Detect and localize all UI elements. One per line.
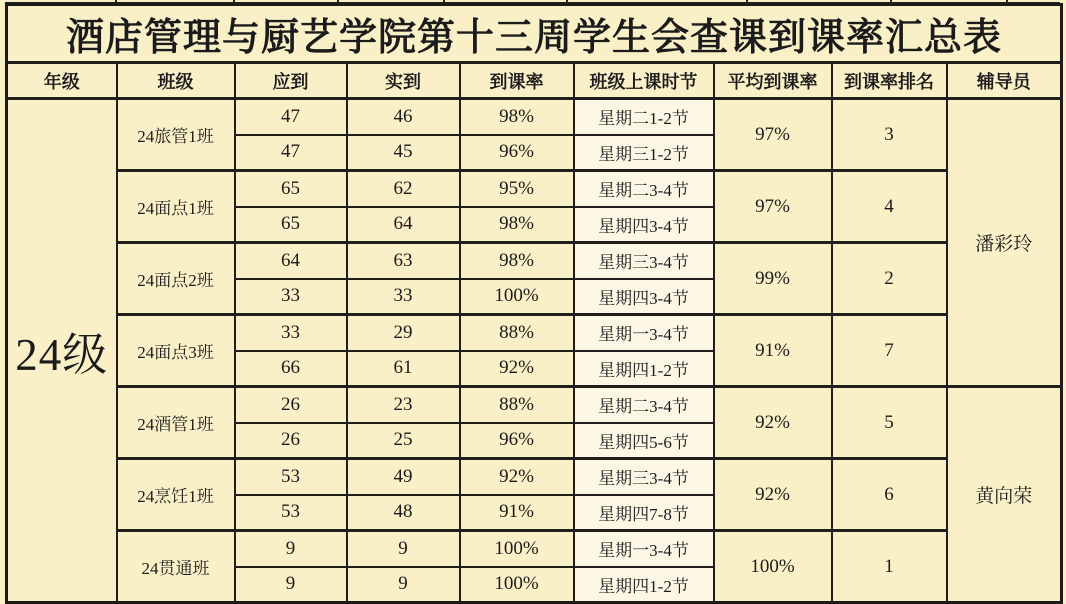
class-name-cell: 24面点3班: [117, 315, 235, 387]
table-row: [7, 243, 1062, 279]
average-cell: 91%: [714, 315, 832, 387]
rank-cell: 4: [832, 171, 947, 243]
col-header-grade: 年级: [7, 63, 117, 99]
table-row: [7, 315, 1062, 351]
expected-cell: 26: [235, 387, 347, 423]
expected-cell: 47: [235, 99, 347, 135]
actual-cell: 48: [347, 495, 460, 531]
class-name-cell: 24面点2班: [117, 243, 235, 315]
actual-cell: 64: [347, 207, 460, 243]
actual-cell: 9: [347, 531, 460, 567]
expected-cell: 65: [235, 171, 347, 207]
actual-cell: 62: [347, 171, 460, 207]
average-cell: 92%: [714, 459, 832, 531]
average-cell: 92%: [714, 387, 832, 459]
rate-cell: 98%: [460, 207, 574, 243]
expected-cell: 33: [235, 279, 347, 315]
rank-cell: 2: [832, 243, 947, 315]
table-row: [7, 387, 1062, 423]
rate-cell: 100%: [460, 531, 574, 567]
grade-cell: 24级: [7, 99, 117, 603]
title-row: [7, 5, 1062, 63]
time-cell: 星期三3-4节: [574, 459, 714, 495]
time-cell: 星期四3-4节: [574, 207, 714, 243]
rate-cell: 100%: [460, 279, 574, 315]
col-header-expected: 应到: [235, 63, 347, 99]
actual-cell: 25: [347, 423, 460, 459]
actual-cell: 45: [347, 135, 460, 171]
actual-cell: 63: [347, 243, 460, 279]
table-row: [7, 99, 1062, 135]
expected-cell: 53: [235, 495, 347, 531]
actual-cell: 49: [347, 459, 460, 495]
col-header-average: 平均到课率: [714, 63, 832, 99]
header-row: [7, 63, 1062, 99]
actual-cell: 23: [347, 387, 460, 423]
class-name-cell: 24烹饪1班: [117, 459, 235, 531]
class-name-cell: 24贯通班: [117, 531, 235, 603]
rate-cell: 92%: [460, 351, 574, 387]
col-header-class: 班级: [117, 63, 235, 99]
time-cell: 星期四5-6节: [574, 423, 714, 459]
actual-cell: 33: [347, 279, 460, 315]
time-cell: 星期一3-4节: [574, 531, 714, 567]
table-row: [7, 171, 1062, 207]
rate-cell: 98%: [460, 243, 574, 279]
time-cell: 星期三3-4节: [574, 243, 714, 279]
rate-cell: 96%: [460, 135, 574, 171]
col-header-rate: 到课率: [460, 63, 574, 99]
counselor-cell: 黄向荣: [947, 387, 1062, 603]
attendance-table: [5, 3, 1063, 604]
rank-cell: 1: [832, 531, 947, 603]
time-cell: 星期二3-4节: [574, 387, 714, 423]
rate-cell: 98%: [460, 99, 574, 135]
col-header-rank: 到课率排名: [832, 63, 947, 99]
expected-cell: 33: [235, 315, 347, 351]
rate-cell: 96%: [460, 423, 574, 459]
rate-cell: 88%: [460, 315, 574, 351]
rank-cell: 5: [832, 387, 947, 459]
class-name-cell: 24酒管1班: [117, 387, 235, 459]
rank-cell: 7: [832, 315, 947, 387]
rank-cell: 6: [832, 459, 947, 531]
rate-cell: 95%: [460, 171, 574, 207]
rate-cell: 100%: [460, 567, 574, 603]
col-header-time: 班级上课时节: [574, 63, 714, 99]
actual-cell: 46: [347, 99, 460, 135]
counselor-cell: 潘彩玲: [947, 99, 1062, 387]
col-header-counselor: 辅导员: [947, 63, 1062, 99]
expected-cell: 64: [235, 243, 347, 279]
expected-cell: 9: [235, 567, 347, 603]
col-header-actual: 实到: [347, 63, 460, 99]
table-row: [7, 531, 1062, 567]
rate-cell: 91%: [460, 495, 574, 531]
average-cell: 100%: [714, 531, 832, 603]
expected-cell: 9: [235, 531, 347, 567]
rate-cell: 92%: [460, 459, 574, 495]
actual-cell: 61: [347, 351, 460, 387]
average-cell: 97%: [714, 171, 832, 243]
expected-cell: 47: [235, 135, 347, 171]
actual-cell: 9: [347, 567, 460, 603]
time-cell: 星期四3-4节: [574, 279, 714, 315]
average-cell: 97%: [714, 99, 832, 171]
time-cell: 星期四1-2节: [574, 567, 714, 603]
time-cell: 星期四1-2节: [574, 351, 714, 387]
page-title: 酒店管理与厨艺学院第十三周学生会查课到课率汇总表: [7, 5, 1062, 63]
time-cell: 星期二1-2节: [574, 99, 714, 135]
time-cell: 星期一3-4节: [574, 315, 714, 351]
rank-cell: 3: [832, 99, 947, 171]
average-cell: 99%: [714, 243, 832, 315]
expected-cell: 65: [235, 207, 347, 243]
time-cell: 星期二3-4节: [574, 171, 714, 207]
class-name-cell: 24面点1班: [117, 171, 235, 243]
table-row: [7, 459, 1062, 495]
time-cell: 星期三1-2节: [574, 135, 714, 171]
rate-cell: 88%: [460, 387, 574, 423]
time-cell: 星期四7-8节: [574, 495, 714, 531]
actual-cell: 29: [347, 315, 460, 351]
expected-cell: 53: [235, 459, 347, 495]
class-name-cell: 24旅管1班: [117, 99, 235, 171]
expected-cell: 26: [235, 423, 347, 459]
expected-cell: 66: [235, 351, 347, 387]
